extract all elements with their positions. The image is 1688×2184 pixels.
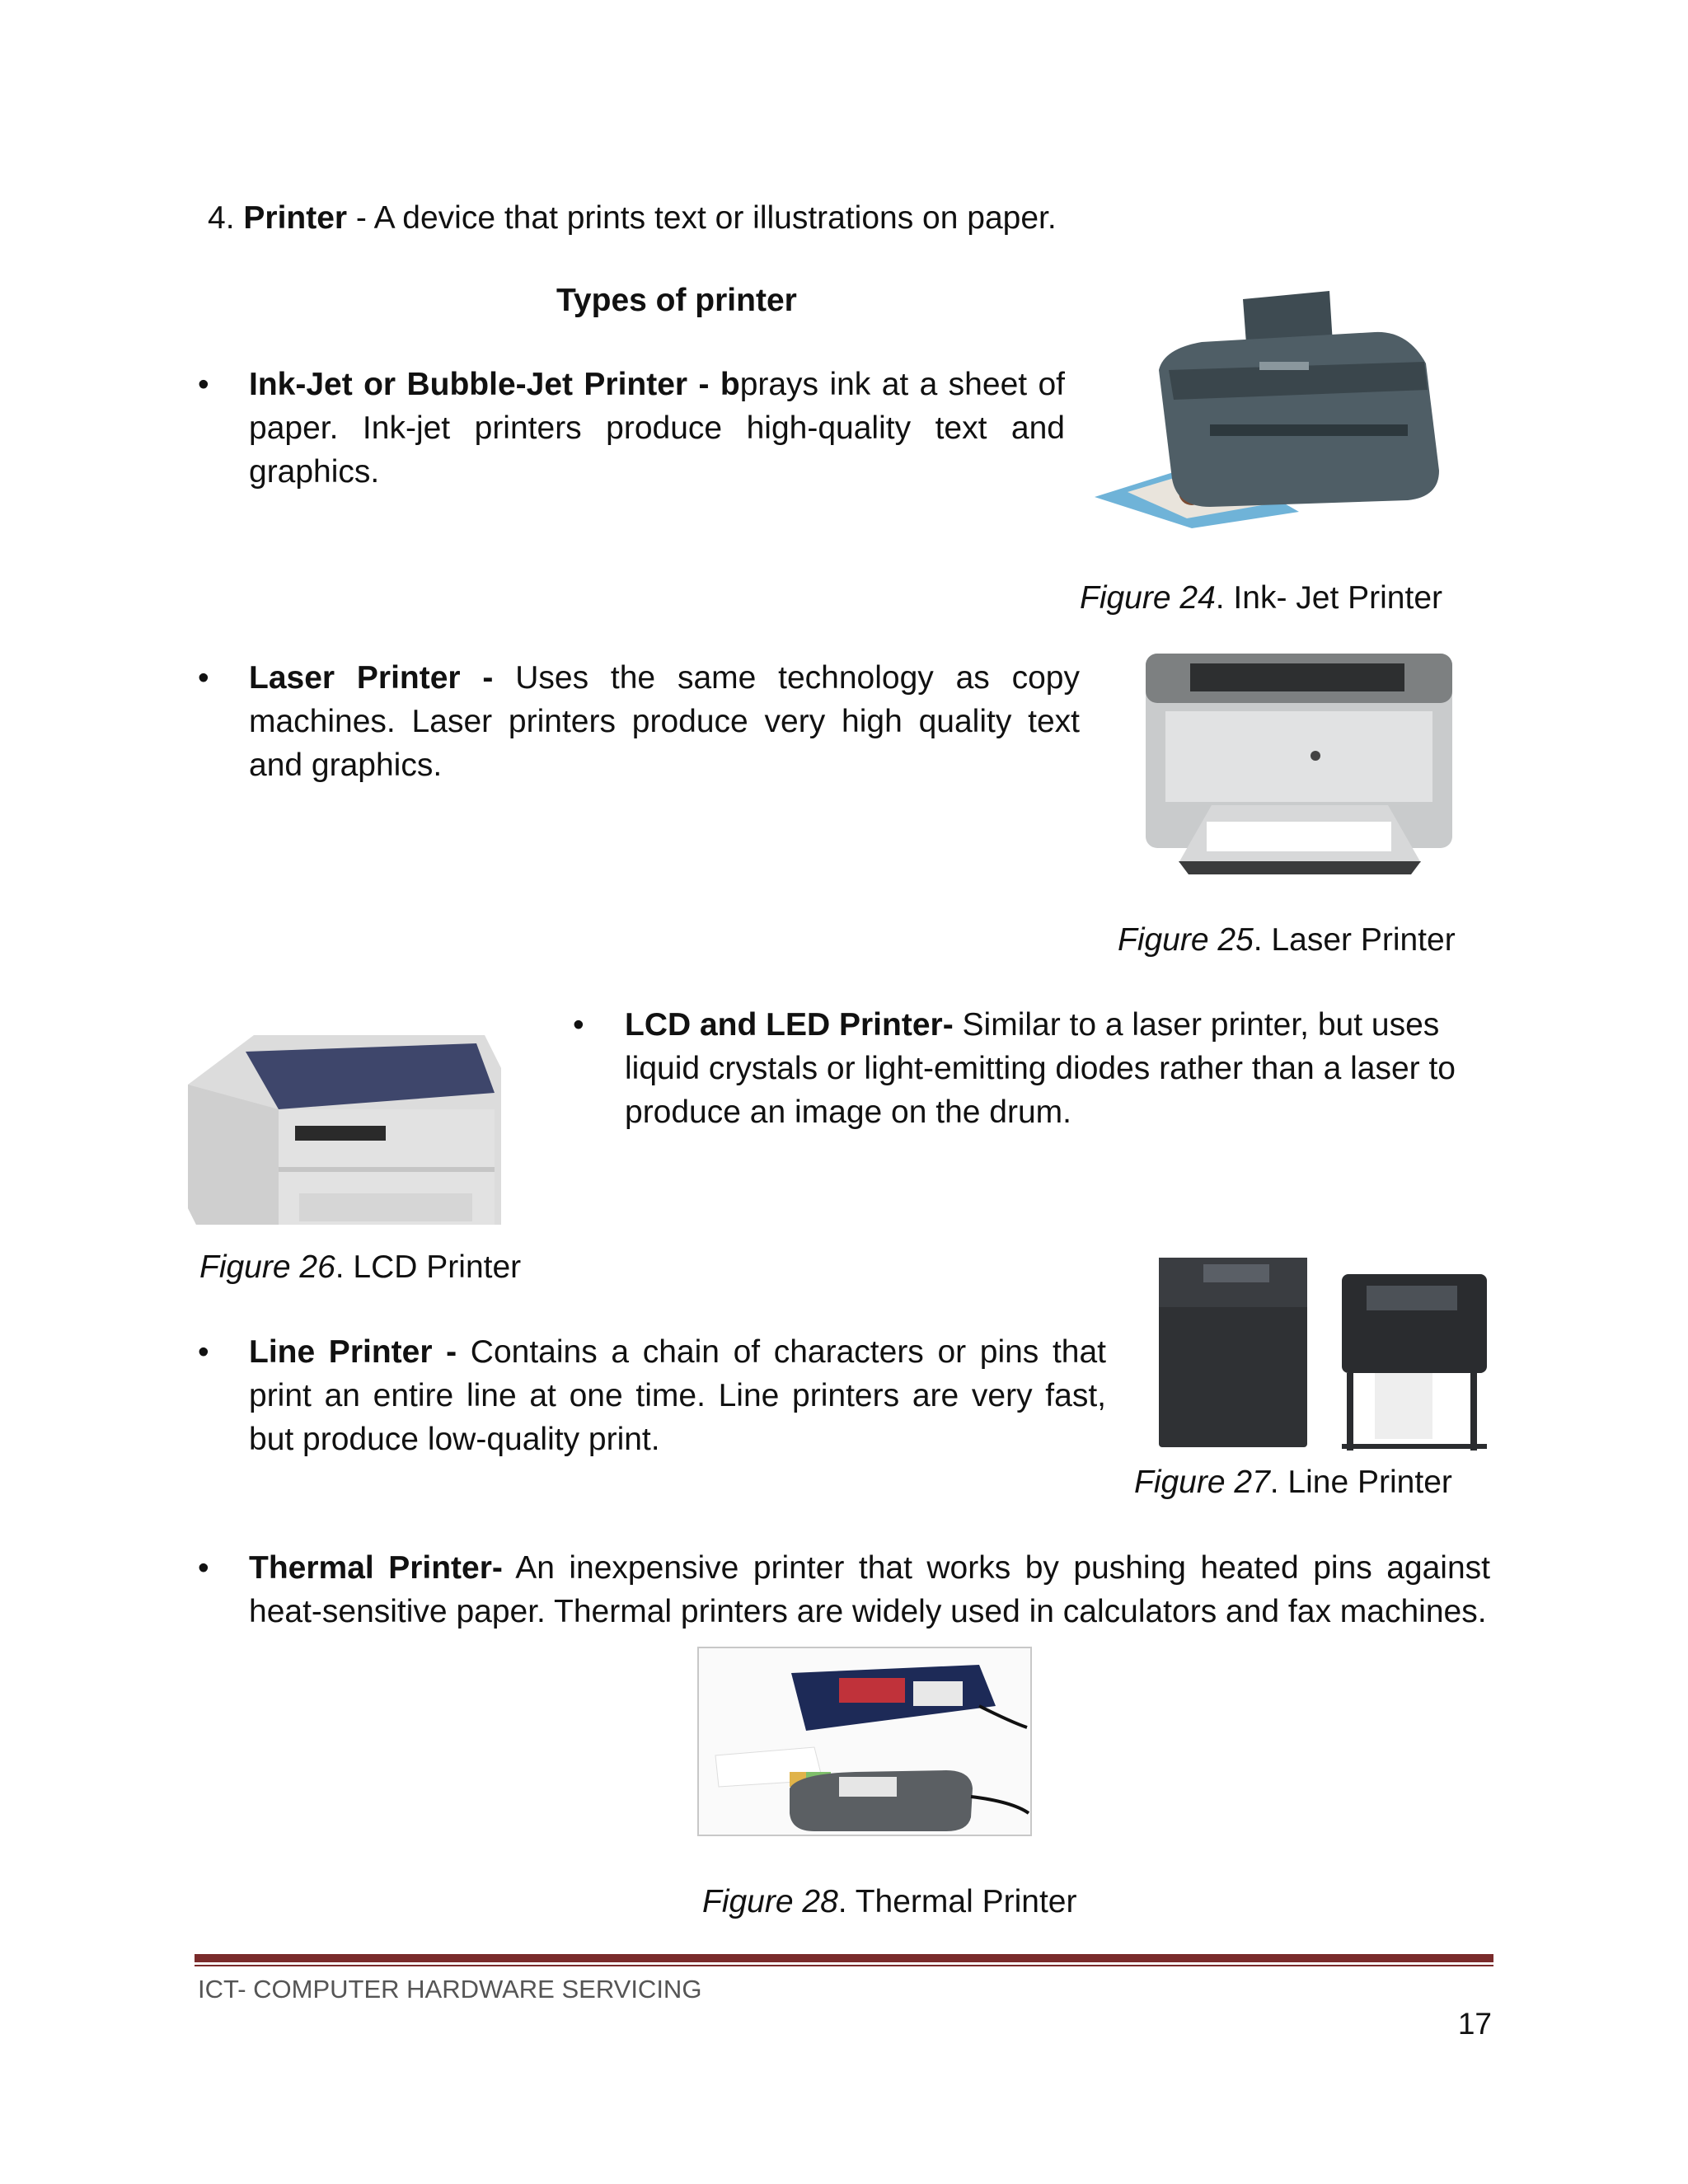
laser-printer-image (1141, 649, 1457, 879)
footer-title: ICT- COMPUTER HARDWARE SERVICING (198, 1975, 702, 2004)
lcd-term: LCD and LED Printer- (625, 1007, 954, 1043)
figure-25-caption (1118, 918, 1612, 962)
figure-25-label: Figure 25 (1118, 922, 1254, 958)
thermal-term: Thermal Printer- (249, 1550, 503, 1586)
line-printer-paragraph (249, 1330, 1106, 1461)
figure-26-text: . LCD Printer (335, 1249, 522, 1285)
section-heading: Types of printer (556, 283, 797, 318)
lcd-paragraph (625, 1003, 1498, 1134)
inkjet-printer-image (1095, 284, 1457, 532)
thermal-text: An inexpensive printer that works by pushing heated pins against heat-sensitive paper. Thermal printers are widely used in calculators and fax machines. (249, 1550, 1490, 1629)
figure-28-label: Figure 28 (702, 1884, 838, 1919)
line-printer-image (1154, 1253, 1492, 1459)
bullet-marker (198, 656, 209, 700)
lcd-text: Similar to a laser printer, but uses liquid crystals or light-emitting diodes rather than a laser to produce an image on the drum. (625, 1007, 1456, 1130)
bullet-marker (573, 1003, 584, 1047)
laser-term: Laser Printer - (249, 660, 494, 696)
thermal-paragraph (249, 1546, 1490, 1633)
figure-24-text: . Ink- Jet Printer (1215, 580, 1443, 616)
lcd-printer-image (155, 1019, 551, 1241)
line-printer-text: Contains a chain of characters or pins that print an entire line at one time. Line printers are very fast, but produce low-quality print. (249, 1334, 1106, 1457)
footer-rule-thin (195, 1965, 1493, 1966)
bullet-marker (198, 1330, 209, 1374)
intro-number: 4. (208, 200, 235, 236)
figure-27-caption (1134, 1460, 1629, 1504)
bullet-marker (198, 363, 209, 406)
figure-24-caption (1080, 576, 1574, 620)
intro-line (208, 196, 1362, 240)
inkjet-term: Ink-Jet or Bubble-Jet Printer - b (249, 367, 740, 402)
thermal-printer-image (697, 1647, 1032, 1836)
figure-26-label: Figure 26 (199, 1249, 335, 1285)
inkjet-text: prays ink at a sheet of paper. Ink-jet printers produce high-quality text and graphics. (249, 367, 1066, 490)
figure-24-label: Figure 24 (1080, 580, 1216, 616)
inkjet-paragraph (249, 363, 1065, 494)
figure-28-text: . Thermal Printer (837, 1884, 1077, 1919)
footer-rule (195, 1954, 1493, 1962)
intro-term: Printer (243, 200, 348, 236)
figure-27-label: Figure 27 (1134, 1465, 1270, 1500)
figure-27-text: . Line Printer (1269, 1465, 1452, 1500)
bullet-marker (198, 1546, 209, 1590)
figure-28-caption (702, 1880, 1197, 1924)
laser-paragraph (249, 656, 1080, 787)
figure-26-caption (199, 1245, 694, 1289)
line-printer-term: Line Printer - (249, 1334, 457, 1370)
page-number: 17 (1457, 2007, 1492, 2041)
intro-text: - A device that prints text or illustrations on paper. (347, 200, 1057, 236)
figure-25-text: . Laser Printer (1253, 922, 1456, 958)
laser-text: Uses the same technology as copy machines. Laser printers produce very high quality text and graphics. (249, 660, 1080, 783)
